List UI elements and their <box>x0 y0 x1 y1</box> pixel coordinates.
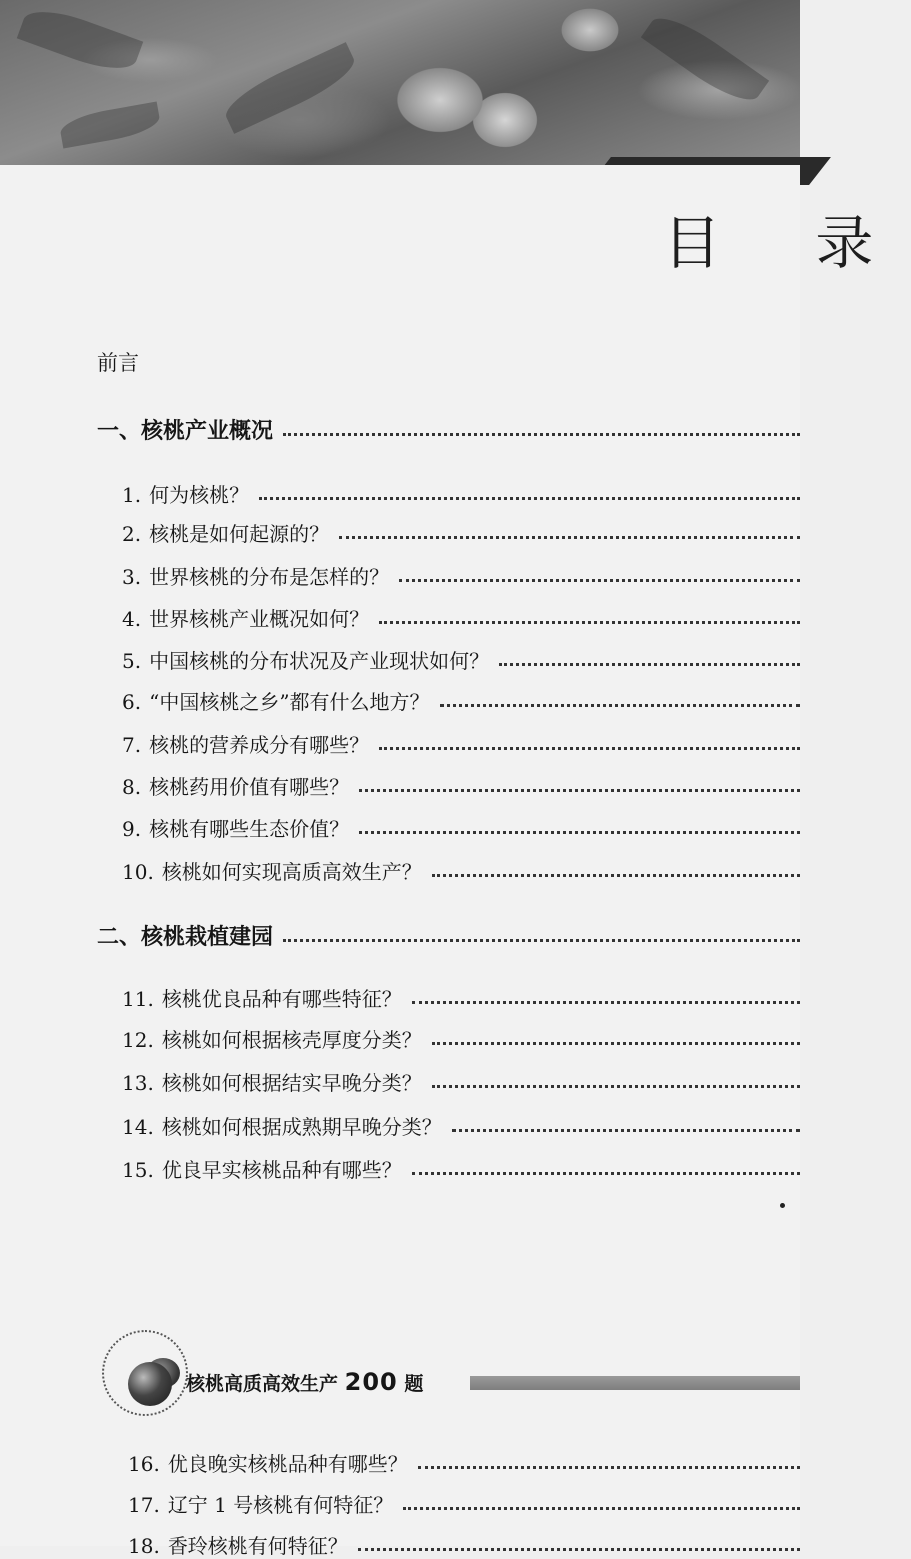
toc-item-number: 14. <box>122 1115 154 1139</box>
toc-preface-label: 前言 <box>97 351 139 375</box>
toc-item-number: 11. <box>122 987 154 1011</box>
dot-leader <box>403 1506 800 1510</box>
toc-section <box>97 920 800 951</box>
toc-item-text: 核桃是如何起源的？ <box>149 522 330 546</box>
book-title-text: 核桃高质高效生产 <box>186 1373 339 1395</box>
toc-item-number: 5. <box>122 649 142 673</box>
dot-leader <box>499 662 800 666</box>
toc-item-number: 6. <box>122 690 142 714</box>
toc-item <box>122 983 800 1012</box>
toc-item <box>122 729 800 758</box>
toc-item-number: 7. <box>122 733 142 757</box>
toc-item-text: 香玲核桃有何特征？ <box>167 1534 348 1558</box>
cover-photo <box>0 0 800 165</box>
dot-leader <box>440 703 800 707</box>
dot-leader <box>379 746 800 750</box>
toc-item-number: 18. <box>128 1534 160 1558</box>
dot-leader <box>339 535 800 539</box>
toc-item <box>122 1111 800 1140</box>
dot-leader <box>432 1041 800 1045</box>
toc-item-text: 核桃药用价值有哪些？ <box>149 775 350 799</box>
toc-item <box>122 771 800 800</box>
running-header <box>0 1320 800 1430</box>
toc-item-text: 核桃的营养成分有哪些？ <box>149 733 370 757</box>
toc-item <box>122 479 800 508</box>
toc-item-text: 何为核桃？ <box>149 483 250 507</box>
toc-item-text: 核桃如何根据核壳厚度分类？ <box>161 1028 422 1052</box>
toc-item-text: 世界核桃的分布是怎样的？ <box>149 565 390 589</box>
toc-item-number: 1. <box>122 483 142 507</box>
book-title-count: 200 <box>344 1368 398 1396</box>
toc-item-text: 核桃如何实现高质高效生产？ <box>161 860 422 884</box>
toc-item <box>122 813 800 842</box>
dot-leader <box>418 1465 800 1469</box>
toc-section <box>97 414 800 445</box>
dot-leader <box>412 1171 800 1175</box>
dot-leader <box>358 1547 800 1551</box>
toc-item-number: 4. <box>122 607 142 631</box>
toc-item <box>128 1489 800 1518</box>
toc-item-number: 10. <box>122 860 154 884</box>
dot-leader <box>359 830 800 834</box>
toc-section-title: 一、核桃产业概况 <box>97 419 274 444</box>
header-rule <box>470 1376 800 1390</box>
toc-item <box>122 856 800 885</box>
dot-leader <box>283 432 800 436</box>
dot-leader <box>259 496 800 500</box>
toc-item-text: “中国核桃之乡”都有什么地方？ <box>149 690 430 714</box>
toc-item-number: 3. <box>122 565 142 589</box>
toc-item-number: 13. <box>122 1071 154 1095</box>
toc-item-number: 8. <box>122 775 142 799</box>
toc-item-text: 优良早实核桃品种有哪些？ <box>161 1158 402 1182</box>
toc-item <box>122 686 800 715</box>
toc-item <box>122 518 800 547</box>
toc-item-number: 2. <box>122 522 142 546</box>
dot-leader <box>432 1084 800 1088</box>
toc-item <box>128 1448 800 1477</box>
toc-item-number: 17. <box>128 1493 160 1517</box>
toc-item-text: 辽宁 1 号核桃有何特征？ <box>167 1493 394 1517</box>
toc-item <box>122 1154 800 1183</box>
toc-item-number: 15. <box>122 1158 154 1182</box>
book-title-suffix: 题 <box>404 1373 424 1395</box>
toc-item-text: 中国核桃的分布状况及产业现状如何？ <box>149 649 490 673</box>
toc-item <box>122 1024 800 1053</box>
dot-leader <box>359 788 800 792</box>
toc-item <box>122 645 800 674</box>
toc-item-number: 12. <box>122 1028 154 1052</box>
toc-item-text: 核桃如何根据结实早晚分类？ <box>161 1071 422 1095</box>
dot-leader <box>412 1000 800 1004</box>
book-title <box>186 1368 423 1396</box>
toc-item <box>128 1530 800 1559</box>
toc-item <box>122 603 800 632</box>
dot-leader <box>432 873 800 877</box>
toc-item-number: 9. <box>122 817 142 841</box>
dot-leader <box>283 938 800 942</box>
toc-item <box>122 1067 800 1096</box>
toc-item-text: 优良晚实核桃品种有哪些？ <box>167 1452 408 1476</box>
toc-item-number: 16. <box>128 1452 160 1476</box>
dot-leader <box>399 578 800 582</box>
toc-item-text: 核桃如何根据成熟期早晚分类？ <box>161 1115 442 1139</box>
toc-item-text: 世界核桃产业概况如何？ <box>149 607 370 631</box>
page-title: 目 录 <box>663 209 911 277</box>
toc-item-text: 核桃优良品种有哪些特征？ <box>161 987 402 1011</box>
stray-dot <box>780 1203 785 1208</box>
walnut-icon <box>128 1362 172 1406</box>
toc-item-text: 核桃有哪些生态价值？ <box>149 817 350 841</box>
dot-leader <box>379 620 800 624</box>
toc-item <box>122 561 800 590</box>
toc-section-title: 二、核桃栽植建园 <box>97 925 274 950</box>
toc-preface <box>97 347 800 377</box>
dot-leader <box>452 1128 800 1132</box>
